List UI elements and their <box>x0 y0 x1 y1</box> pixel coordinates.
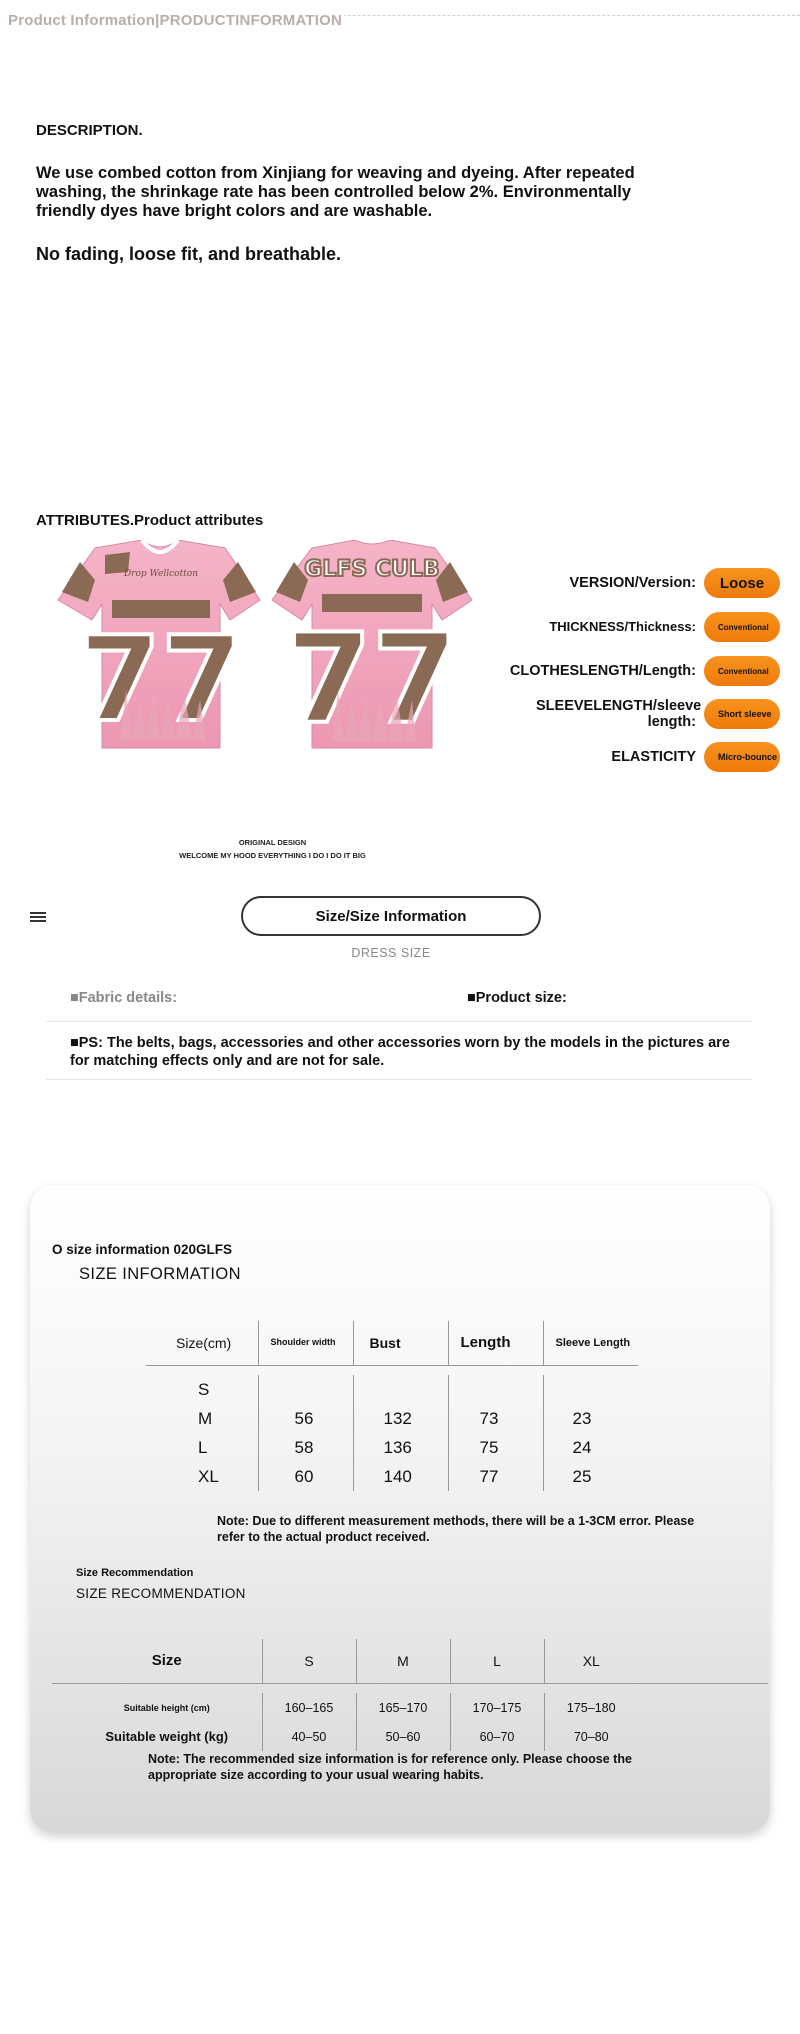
size-cell: S <box>198 1379 210 1399</box>
size-header-cell: Sleeve Length <box>543 1321 638 1365</box>
rec-cell: 60–70 <box>450 1722 544 1751</box>
size-cell: 23 <box>543 1404 638 1433</box>
rec-header-cell: S <box>262 1639 356 1683</box>
size-cell: L <box>198 1437 208 1457</box>
rec-cell: 165–170 <box>356 1693 450 1722</box>
rec-cell: 70–80 <box>544 1722 638 1751</box>
size-header-cell: Length <box>448 1321 543 1365</box>
table-row <box>52 1693 768 1722</box>
rec-cell: Suitable height (cm) <box>123 1702 210 1713</box>
product-shirts-image <box>50 540 490 770</box>
size-info-button[interactable]: Size/Size Information <box>241 896 541 936</box>
attr-name: VERSION/Version: <box>569 575 696 591</box>
back-shirt <box>272 540 472 752</box>
back-header-text: GLFS CULB <box>304 557 440 582</box>
rec-cell: Suitable weight (kg) <box>105 1729 229 1744</box>
svg-text:Drop Wellcotton: Drop Wellcotton <box>123 569 199 579</box>
recommendation-subtitle: SIZE RECOMMENDATION <box>76 1586 246 1601</box>
size-cell: 24 <box>543 1433 638 1462</box>
front-shirt <box>58 540 260 748</box>
size-header-cell: Bust <box>353 1321 448 1365</box>
size-cell <box>543 1375 638 1404</box>
size-cell: 25 <box>543 1462 638 1491</box>
description-highlight: No fading, loose fit, and breathable. <box>36 244 342 264</box>
attr-name: THICKNESS/Thickness: <box>549 619 696 634</box>
attributes-label: ATTRIBUTES.Product attributes <box>36 512 264 529</box>
product-size-label: ■Product size: <box>467 990 567 1006</box>
attr-name: ELASTICITY <box>611 749 696 765</box>
size-cell: 140 <box>353 1462 448 1491</box>
attr-value-pill: Loose <box>704 568 780 598</box>
attr-row-sleeve <box>536 698 780 730</box>
attr-value-pill: Micro-bounce <box>704 742 780 772</box>
size-cell: 73 <box>448 1404 543 1433</box>
attr-row-elasticity <box>611 742 780 772</box>
size-cell <box>258 1375 353 1404</box>
recommendation-header <box>52 1639 768 1683</box>
table-row <box>146 1404 638 1433</box>
attr-value-pill: Conventional <box>704 612 780 642</box>
back-number: 77 <box>285 608 459 752</box>
fabric-details-label: ■Fabric details: <box>70 990 178 1006</box>
size-card-subtitle: SIZE INFORMATION <box>79 1265 241 1283</box>
size-cell: 60 <box>258 1462 353 1491</box>
attr-row-version <box>569 568 780 598</box>
rec-cell: 175–180 <box>544 1693 638 1722</box>
size-card-title: O size information 020GLFS <box>52 1242 233 1257</box>
size-cell: 77 <box>448 1462 543 1491</box>
size-cell <box>448 1375 543 1404</box>
size-cell: XL <box>198 1466 219 1486</box>
measurement-note: Note: Due to different measurement methods, there will be a 1-3CM error. Please refer to the actual product received. <box>217 1514 695 1544</box>
recommendation-note: Note: The recommended size information is for reference only. Please choose the appropriate size according to your usual wearing habits. <box>148 1752 632 1782</box>
size-table <box>146 1321 638 1491</box>
size-cell: 56 <box>258 1404 353 1433</box>
caption-line-2: WELCOME MY HOOD EVERYTHING I DO I DO IT BIG <box>179 851 366 860</box>
rec-cell: 160–165 <box>262 1693 356 1722</box>
dress-size-subtitle: DRESS SIZE <box>351 946 431 960</box>
attr-value-pill: Short sleeve <box>704 699 780 729</box>
size-cell: 58 <box>258 1433 353 1462</box>
rec-header-cell: XL <box>544 1639 638 1683</box>
size-cell: M <box>198 1408 213 1428</box>
rec-cell: 40–50 <box>262 1722 356 1751</box>
rec-header-cell: M <box>356 1639 450 1683</box>
size-cell <box>353 1375 448 1404</box>
description-text: We use combed cotton from Xinjiang for weaving and dyeing. After repeated washing, the shrinkage rate has been controlled below 2%. Environmentally friendly dyes have bright colors and are washable. <box>36 164 635 220</box>
attr-value-pill: Conventional <box>704 656 780 686</box>
page-header: Product Information|PRODUCTINFORMATION <box>8 12 342 29</box>
table-row <box>146 1375 638 1404</box>
size-header-cell: Shoulder width <box>258 1321 353 1365</box>
fabric-row <box>46 986 753 1022</box>
table-row <box>52 1722 768 1751</box>
attr-name: SLEEVELENGTH/sleeve length: <box>536 698 702 730</box>
rec-header-cell: Size <box>52 1639 262 1683</box>
size-cell: 132 <box>353 1404 448 1433</box>
attr-row-thickness <box>549 612 780 642</box>
recommendation-title: Size Recommendation <box>76 1567 194 1579</box>
size-card <box>30 1185 770 1833</box>
table-row <box>146 1433 638 1462</box>
rec-header-cell: L <box>450 1639 544 1683</box>
caption-line-1: ORIGINAL DESIGN <box>238 838 307 847</box>
rec-cell: 170–175 <box>450 1693 544 1722</box>
attr-name: CLOTHESLENGTH/Length: <box>509 663 696 679</box>
menu-icon[interactable] <box>30 912 46 924</box>
size-table-header <box>146 1321 638 1365</box>
size-cell: 75 <box>448 1433 543 1462</box>
description-label: DESCRIPTION. <box>36 122 143 139</box>
table-row <box>146 1462 638 1491</box>
recommendation-table <box>52 1639 768 1751</box>
size-cell: 136 <box>353 1433 448 1462</box>
ps-note: ■PS: The belts, bags, accessories and other accessories worn by the models in the pictures are for matching effects only and are not for sale. <box>46 1024 753 1080</box>
rec-cell: 50–60 <box>356 1722 450 1751</box>
size-header-cell: Size(cm) <box>146 1321 258 1365</box>
front-number: 77 <box>78 610 244 748</box>
attr-row-length <box>510 656 780 686</box>
